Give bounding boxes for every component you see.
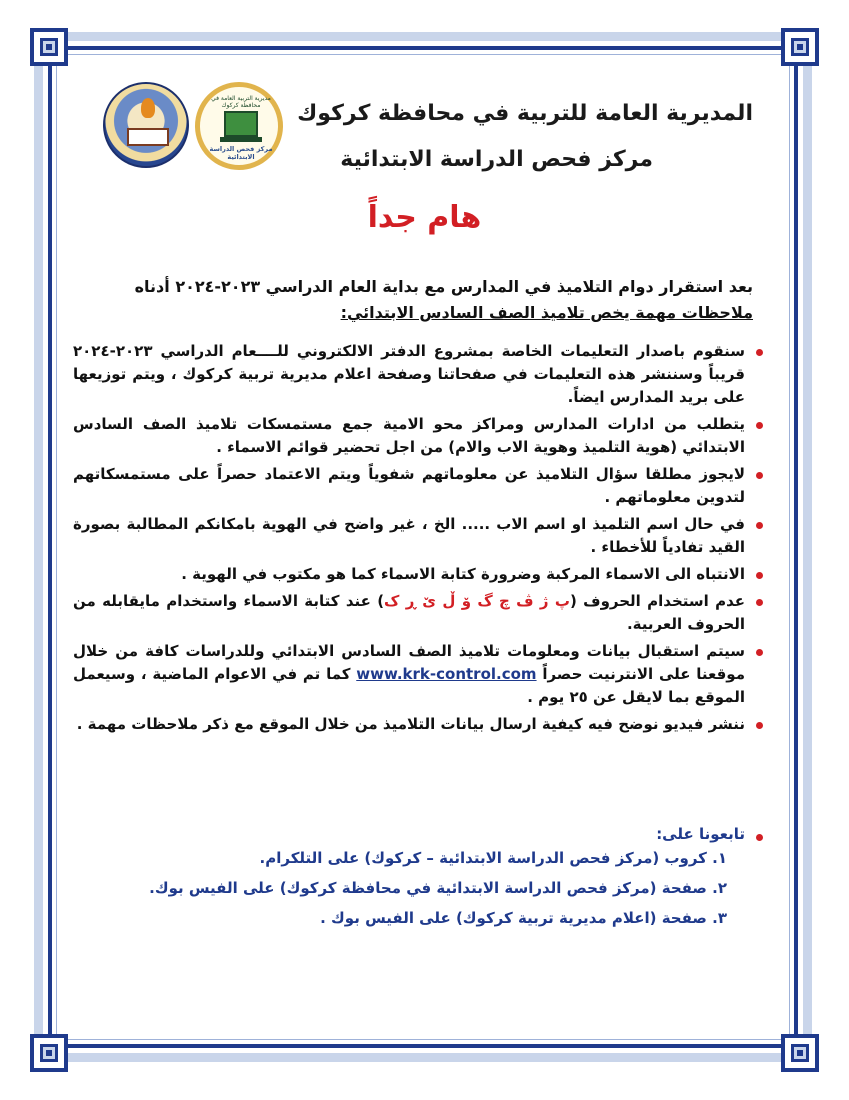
bullet-icon — [756, 649, 763, 656]
laptop-icon — [224, 111, 258, 137]
important-heading: هام جداً — [367, 200, 482, 235]
list-item — [73, 713, 763, 736]
website-link[interactable]: www.krk-control.com — [356, 665, 537, 683]
follow-us-section — [73, 825, 763, 933]
directorate-title: المديرية العامة للتربية في محافظة كركوك — [297, 101, 753, 126]
bullet-icon — [756, 422, 763, 429]
follow-line-telegram: ١. كروب (مركز فحص الدراسة الابتدائية – كركوك) على التلكرام. — [259, 849, 727, 867]
list-item — [73, 590, 763, 636]
note-text: يتطلب من ادارات المدارس ومراكز محو الامية جمع مستمسكات تلاميذ الصف السادس الابتدائي (هوية التلميذ وهوية الاب والام) من اجل تحضير قوائم الاسماء . — [73, 415, 745, 456]
note-text-before: عدم استخدام الحروف ( — [569, 592, 746, 610]
emblem-text-top: مديرية التربية العامة في محافظة كركوك — [211, 95, 271, 109]
bullet-icon — [756, 572, 763, 579]
forbidden-letters: پ ژ ڤ چ گ ۆ ڵ ێ ڕ ک — [384, 592, 570, 610]
list-item — [73, 340, 763, 409]
bullet-icon — [756, 722, 763, 729]
follow-heading — [73, 825, 763, 843]
follow-line-facebook-center: ٢. صفحة (مركز فحص الدراسة الابتدائية في محافظة كركوك) على الفيس بوك. — [149, 879, 727, 897]
list-item — [73, 463, 763, 509]
follow-line-facebook-directorate: ٣. صفحة (اعلام مديرية تربية كركوك) على الفيس بوك . — [320, 909, 727, 927]
corner-ornament-top-left — [30, 28, 68, 66]
flame-icon — [141, 98, 155, 118]
note-text: سنقوم باصدار التعليمات الخاصة بمشروع الدفتر الالكتروني للــــعام الدراسي ٢٠٢٣-٢٠٢٤ قريباً وسننشر هذه التعليمات في صفحاتنا وصفحة اعلام مديرية تربية كركوك ، ويتم توزيعها على بريد المدارس ايضاً. — [73, 342, 745, 406]
note-text: في حال اسم التلميذ او اسم الاب ..... الخ ، غير واضح في الهوية بامكانكم المطالبة بصورة القيد تفادياً للأخطاء . — [73, 515, 745, 556]
bullet-icon — [756, 349, 763, 356]
corner-ornament-top-right — [781, 28, 819, 66]
corner-ornament-bottom-right — [781, 1034, 819, 1072]
note-text-after: كما تم في الاعوام الماضية ، وسيعمل الموقع بما لايقل عن ٢٥ يوم . — [73, 665, 745, 706]
list-item — [73, 513, 763, 559]
notes-list — [73, 340, 763, 740]
list-item — [73, 640, 763, 709]
exam-center-emblem-icon — [195, 82, 283, 170]
intro-line-1: بعد استقرار دوام التلاميذ في المدارس مع بداية العام الدراسي ٢٠٢٣-٢٠٢٤ أدناه — [134, 277, 753, 296]
corner-ornament-bottom-left — [30, 1034, 68, 1072]
intro-paragraph — [93, 274, 753, 326]
bullet-icon — [756, 472, 763, 479]
note-text: لايجوز مطلقا سؤال التلاميذ عن معلوماتهم شفوياً ويتم الاعتماد حصراً على مستمسكاتهم لتدوين معلوماتهم . — [73, 465, 745, 506]
note-text-after: ) عند كتابة الاسماء واستخدام مايقابله من الحروف العربية. — [73, 592, 745, 633]
emblem-text-bottom: مركز فحص الدراسة الابتدائية — [209, 145, 273, 161]
intro-line-2: ملاحظات مهمة يخص تلاميذ الصف السادس الابتدائي: — [340, 303, 753, 322]
note-text-before: سيتم استقبال بيانات ومعلومات تلاميذ الصف السادس الابتدائي وللدراسات كافة من خلال موقعنا على الانترنيت حصراً — [73, 642, 745, 683]
bullet-icon — [756, 834, 763, 841]
list-item — [73, 413, 763, 459]
center-title: مركز فحص الدراسة الابتدائية — [340, 147, 653, 172]
follow-heading-text: تابعونا على: — [656, 825, 745, 843]
directorate-emblem-icon — [103, 82, 189, 168]
book-icon — [127, 128, 169, 146]
note-text: ننشر فيديو نوضح فيه كيفية ارسال بيانات التلاميذ من خلال الموقع مع ذكر ملاحظات مهمة . — [76, 715, 745, 733]
bullet-icon — [756, 522, 763, 529]
list-item — [73, 563, 763, 586]
note-text: الانتباه الى الاسماء المركبة وضرورة كتابة الاسماء كما هو مكتوب في الهوية . — [181, 565, 745, 583]
bullet-icon — [756, 599, 763, 606]
